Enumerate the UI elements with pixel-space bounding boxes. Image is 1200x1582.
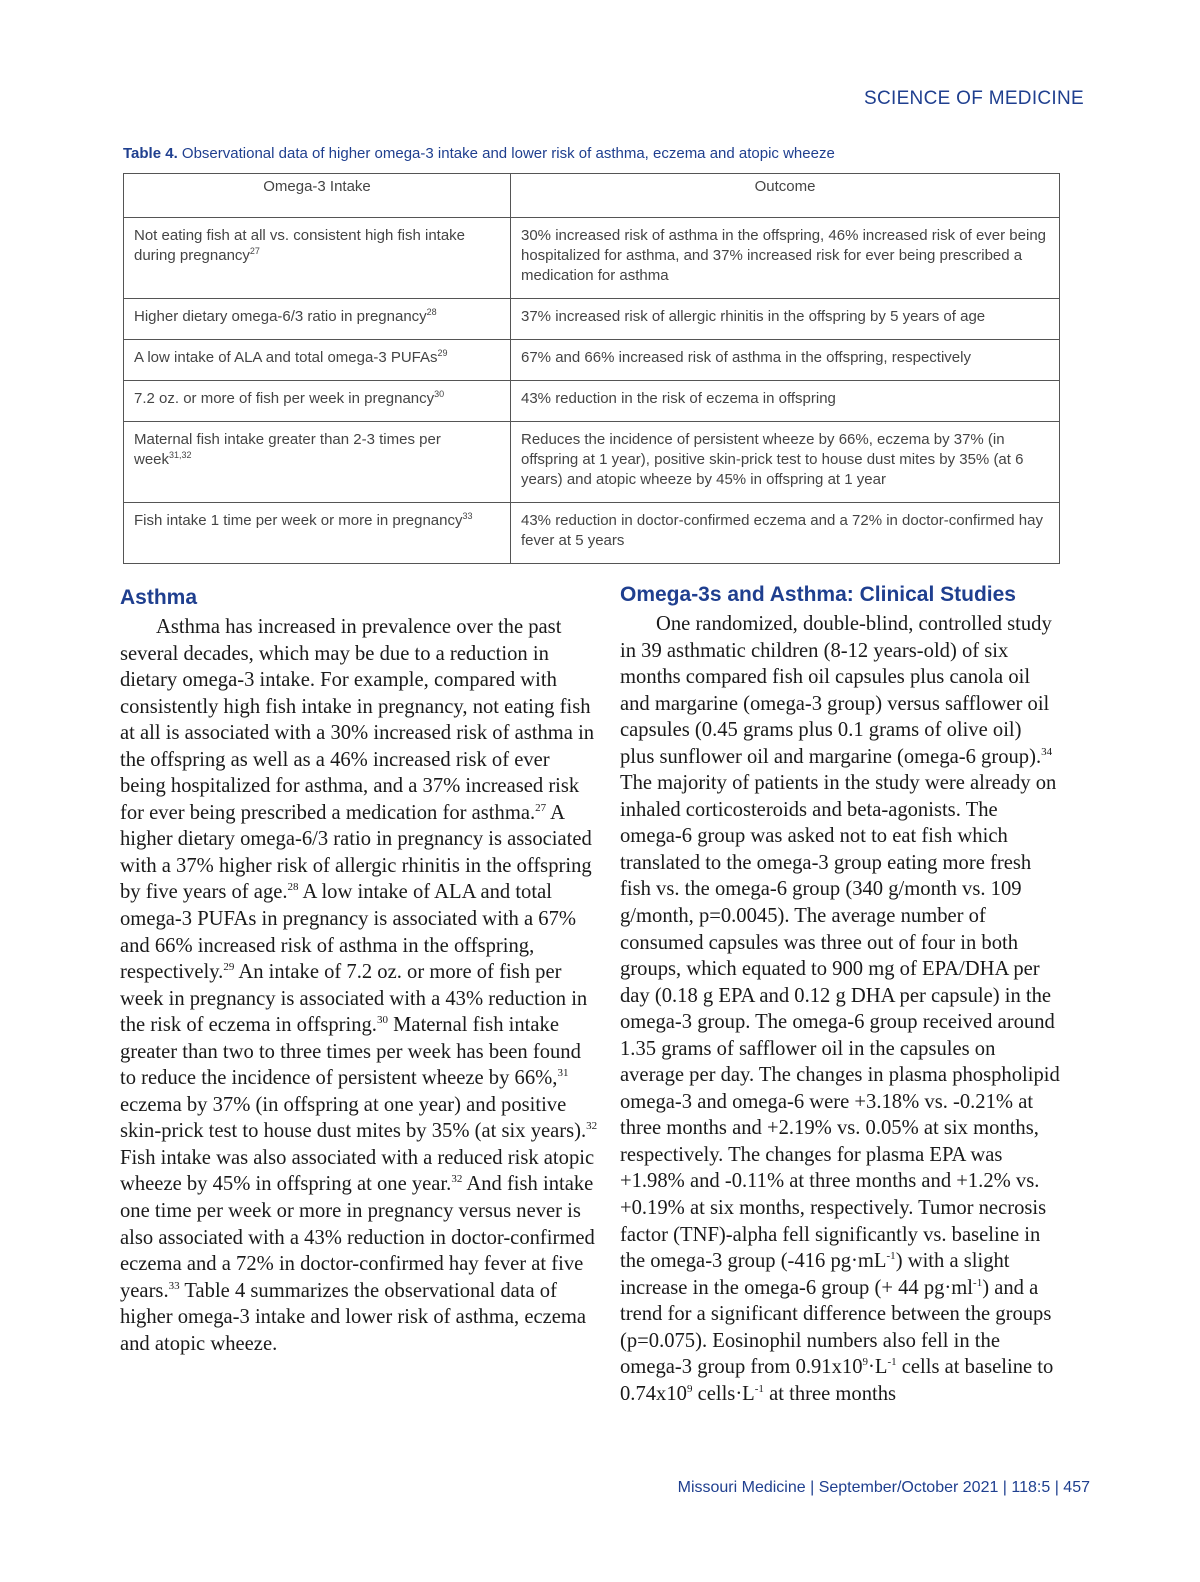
text-run: One randomized, double-blind, controlled study in 39 asthmatic children (8-12 years-old) of six months compared fish oil capsules plus canola oil and margarine (omega-3 group) versus safflower oil capsules (0.45 grams plus 0.1 grams of olive oil) plus sunflower oil and margarine (omega-6 group). <box>620 613 1052 768</box>
text-run: A low intake of ALA and total omega-3 PUFAs in pregnancy is associated with a 67% and 66% increased risk of asthma in the offspring, respectively. <box>120 881 577 984</box>
intake-cell <box>124 381 511 422</box>
table-row <box>124 218 1060 299</box>
table-row <box>124 340 1060 381</box>
text-run: Asthma has increased in prevalence over the past several decades, which may be due to a reduction in dietary omega-3 intake. For example, compared with consistently high fish intake in pregnancy, not eating fish at all is associated with a 30% increased risk of asthma in the offspring as well as a 46% increased risk of ever being hospitalized for asthma, and a 37% increased risk for ever being prescribed a medication for asthma. <box>120 616 595 824</box>
citation-superscript: -1 <box>887 1356 897 1369</box>
intake-cell <box>124 422 511 503</box>
clinical-studies-section <box>620 583 1060 1407</box>
text-run: A higher dietary omega-6/3 ratio in pregnancy is associated with a 37% higher risk of allergic rhinitis in the offspring by five years of age. <box>120 801 592 904</box>
table-caption-text: Observational data of higher omega-3 intake and lower risk of asthma, eczema and atopic wheeze <box>177 145 835 162</box>
text-run: And fish intake one time per week or more in pregnancy versus never is also associated with a 43% reduction in doctor-confirmed eczema and a 72% in doctor-confirmed hay fever at five years. <box>120 1173 595 1302</box>
outcome-cell: Reduces the incidence of persistent wheeze by 66%, eczema by 37% (in offspring at 1 year), positive skin-prick test to house dust mites by 35% (at 6 years) and atopic wheeze by 45% in offspring at 1 year <box>511 422 1060 503</box>
text-run: ) with a slight increase in the omega-6 group (+ 44 pg·ml <box>620 1250 1010 1299</box>
asthma-paragraph <box>120 614 600 1357</box>
intake-text: A low intake of ALA and total omega-3 PUFAs <box>134 349 438 366</box>
outcome-cell: 30% increased risk of asthma in the offspring, 46% increased risk of ever being hospitalized for asthma, and 37% increased risk for ever being prescribed a medication for asthma <box>511 218 1060 299</box>
outcome-cell: 43% reduction in the risk of eczema in offspring <box>511 381 1060 422</box>
citation-superscript: 32 <box>451 1173 463 1186</box>
clinical-studies-paragraph <box>620 611 1060 1407</box>
text-run: An intake of 7.2 oz. or more of fish per week in pregnancy is associated with a 43% reduction in the risk of eczema in offspring. <box>120 961 588 1037</box>
outcome-cell: 67% and 66% increased risk of asthma in the offspring, respectively <box>511 340 1060 381</box>
text-run: Table 4 summarizes the observational data of higher omega-3 intake and lower risk of asthma, eczema and atopic wheeze. <box>120 1279 587 1355</box>
citation-superscript: 31 <box>557 1067 569 1080</box>
text-run: Maternal fish intake greater than two to three times per week has been found to reduce the incidence of persistent wheeze by 66%, <box>120 1014 581 1090</box>
header-outcome: Outcome <box>511 174 1060 218</box>
reference-number: 27 <box>249 246 260 256</box>
intake-cell <box>124 299 511 340</box>
text-run: ) and a trend for a significant difference between the groups (p=0.075). Eosinophil numbers also fell in the omega-3 group from 0.91x10 <box>620 1276 1052 1379</box>
intake-cell <box>124 218 511 299</box>
text-run: cells at baseline to 0.74x10 <box>620 1356 1054 1405</box>
asthma-section <box>120 586 600 1357</box>
text-run: The majority of patients in the study were already on inhaled corticosteroids and beta-agonists. The omega-6 group was asked not to eat fish which translated to the omega-3 group eating more fresh fish vs. the omega-6 group (340 g/month vs. 109 g/month, p=0.0045). The average number of consumed capsules was three out of four in both groups, which equated to 900 mg of EPA/DHA per day (0.18 g EPA and 0.12 g DHA per capsule) in the omega-3 group. The omega-6 group received around 1.35 grams of safflower oil in the capsules on average per day. The changes in plasma phospholipid omega-3 and omega-6 were +3.18% vs. -0.21% at three months and +2.19% vs. 0.05% at six months, respectively. The changes for plasma EPA was +1.98% and -0.11% at three months and +1.2% vs. +0.19% at six months, respectively. Tumor necrosis factor (TNF)-alpha fell significantly vs. baseline in the omega-3 group (-416 pg·mL <box>620 772 1060 1273</box>
text-run: Fish intake was also associated with a reduced risk atopic wheeze by 45% in offspring at one year. <box>120 1146 595 1196</box>
citation-superscript: 9 <box>862 1356 868 1369</box>
outcome-cell: 43% reduction in doctor-confirmed eczema and a 72% in doctor-confirmed hay fever at 5 years <box>511 503 1060 564</box>
observational-data-table <box>123 173 1060 564</box>
text-run: ·L <box>868 1356 888 1379</box>
citation-superscript: 29 <box>223 961 235 974</box>
asthma-heading: Asthma <box>120 586 198 609</box>
text-run: cells·L <box>692 1382 755 1405</box>
reference-number: 30 <box>434 389 445 399</box>
reference-number: 28 <box>426 307 437 317</box>
text-run: at three months <box>763 1382 897 1405</box>
intake-text: Maternal fish intake greater than 2-3 times per week <box>134 431 441 468</box>
citation-superscript: 27 <box>535 801 547 814</box>
intake-cell <box>124 340 511 381</box>
citation-superscript: 28 <box>287 881 299 894</box>
table-caption-label: Table 4. <box>123 145 178 162</box>
citation-superscript: 30 <box>376 1014 388 1027</box>
intake-text: Higher dietary omega-6/3 ratio in pregnancy <box>134 308 427 325</box>
citation-superscript: 32 <box>586 1120 598 1133</box>
citation-superscript: 33 <box>168 1279 180 1292</box>
page-footer: Missouri Medicine | September/October 2021 | 118:5 | 457 <box>677 1479 1090 1496</box>
table-caption <box>123 145 835 162</box>
section-header: SCIENCE OF MEDICINE <box>864 88 1084 109</box>
reference-number: 31,32 <box>169 450 192 460</box>
table-header-row <box>124 174 1060 218</box>
table-row <box>124 299 1060 340</box>
header-omega3-intake: Omega-3 Intake <box>124 174 511 218</box>
clinical-studies-heading: Omega-3s and Asthma: Clinical Studies <box>620 583 1016 606</box>
intake-text: 7.2 oz. or more of fish per week in pregnancy <box>134 390 435 407</box>
citation-superscript: 34 <box>1041 745 1053 758</box>
citation-superscript: -1 <box>886 1250 896 1263</box>
intake-text: Not eating fish at all vs. consistent high fish intake during pregnancy <box>134 227 466 264</box>
citation-superscript: 9 <box>686 1382 693 1395</box>
table-row <box>124 381 1060 422</box>
text-run: eczema by 37% (in offspring at one year) and positive skin-prick test to house dust mites by 35% (at six years). <box>120 1093 587 1143</box>
intake-text: Fish intake 1 time per week or more in pregnancy <box>134 512 463 529</box>
intake-cell <box>124 503 511 564</box>
citation-superscript: -1 <box>973 1276 983 1289</box>
reference-number: 33 <box>462 511 473 521</box>
reference-number: 29 <box>437 348 448 358</box>
table-row <box>124 422 1060 503</box>
table-row <box>124 503 1060 564</box>
outcome-cell: 37% increased risk of allergic rhinitis in the offspring by 5 years of age <box>511 299 1060 340</box>
citation-superscript: -1 <box>754 1382 764 1395</box>
